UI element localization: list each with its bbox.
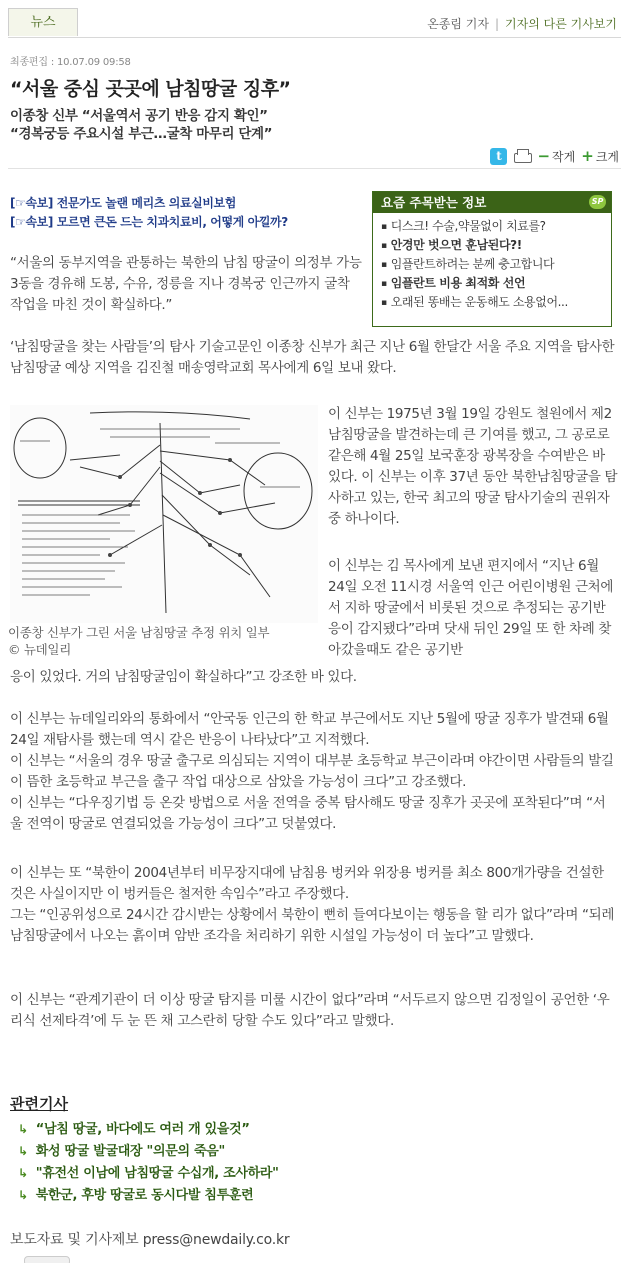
article-paragraph: “서울의 동부지역을 관통하는 북한의 남침 땅굴이 의정부 가능3동을 경유해 도봉, 수유, 정릉을 지나 경복궁 인근까지 굴착 작업을 마친 것이 확실하다.” <box>10 255 362 313</box>
related-article-link[interactable] <box>18 1118 279 1140</box>
breaking-text: 전문가도 놀랜 메리츠 의료실비보험 <box>56 196 236 210</box>
article-paragraph: 응이 있었다. 거의 남침땅굴임이 확실하다”고 강조한 바 있다. <box>10 669 357 685</box>
subtitle-1: 이종창 신부 “서울역서 공기 반응 감지 확인” <box>10 108 268 124</box>
popular-header <box>373 192 611 213</box>
popular-item[interactable]: ▪ 임플란트 비용 최적화 선언 <box>381 274 611 293</box>
popular-item[interactable]: ▪ 디스크! 수술,약물없이 치료를? <box>381 217 611 236</box>
sp-badge: SP <box>589 195 606 209</box>
top-bar <box>8 8 621 38</box>
separator: | <box>494 17 500 31</box>
breaking-link-1[interactable] <box>10 194 236 211</box>
figure-credit: © 뉴데일리 <box>8 642 71 657</box>
breaking-text: 모르면 큰돈 드는 치과치료비, 어떻게 아낄까? <box>56 215 288 229</box>
subtitle-2: “경복궁등 주요시설 부근…굴착 마무리 단계” <box>10 126 273 142</box>
article-paragraph: 이 신부는 “관계기관이 더 이상 땅굴 탐지를 미룰 시간이 없다”라며 “서두르지 않으면 김정일이 공언한 ‘우리식 선제타격’에 두 눈 뜬 채 고스란히 당할 수도 있다”라고 말했다. <box>10 992 610 1029</box>
popular-item[interactable]: ▪ 오래된 똥배는 운동해도 소용없어... <box>381 293 611 312</box>
reporter-name[interactable]: 온종림 기자 <box>427 17 489 31</box>
related-article-link[interactable] <box>18 1162 279 1184</box>
related-articles-list <box>18 1118 279 1206</box>
article-paragraph: 이 신부는 또 “북한이 2004년부터 비무장지대에 남침용 벙커와 위장용 벙커를 최소 800개가량을 건설한 것은 사실이지만 이 벙커들은 철저한 속임수”라고 주장했다. 그는 “인공위성으로 24시간 감시받는 상황에서 북한이 뻔히 들여다보이는 행동을 할 리가 없다”라며 “되레 남침땅굴에서 나오는 흙이며 암반 조각을 처리하기 위한 시설일 가능성이 더 높다”고 말했다. <box>10 865 615 944</box>
page-title: “서울 중심 곳곳에 남침땅굴 징후” <box>10 78 291 100</box>
related-articles-title: 관련기사 <box>10 1095 68 1113</box>
plus-icon: + <box>581 147 594 165</box>
font-larger-label: 크게 <box>595 149 619 164</box>
breaking-tag: [☞속보] <box>10 215 53 229</box>
popular-title: 요즘 주목받는 정보 <box>381 195 487 210</box>
minus-icon: − <box>537 147 551 165</box>
arrow-icon: ↳ <box>18 1144 28 1158</box>
press-label: 보도자료 및 기사제보 <box>10 1232 139 1248</box>
article-paragraph: ‘남침땅굴을 찾는 사람들’의 탐사 기술고문인 이종창 신부가 최근 지난 6월 한달간 서울 주요 지역을 탐사한 남침땅굴 예상 지역을 김진철 매송영락교회 목사에게 6일 보내 왔다. <box>10 339 615 376</box>
article-paragraph: 이 신부는 1975년 3월 19일 강원도 철원에서 제2남침땅굴을 발견하는데 큰 기여를 했고, 그 공로로 같은해 4월 25일 보국훈장 광복장을 수여받은 바 있다. 이 신부는 이후 37년 동안 북한남침땅굴을 탐사하고 있는, 한국 최고의 땅굴 탐사기술의 권위자 중 하나이다. <box>328 406 618 527</box>
press-contact <box>10 1229 289 1249</box>
breaking-tag: [☞속보] <box>10 196 53 210</box>
related-article-link[interactable] <box>18 1184 279 1206</box>
popular-item[interactable]: ▪ 임플란트하려는 분께 충고합니다 <box>381 255 611 274</box>
press-email[interactable]: press@newdaily.co.kr <box>142 1232 290 1248</box>
popular-item[interactable]: ▪ 안경만 벗으면 훈남된다?! <box>381 236 611 255</box>
font-larger-button[interactable] <box>581 148 619 165</box>
related-article-text: "휴전선 이남에 남침땅굴 수십개, 조사하라" <box>35 1166 279 1181</box>
font-smaller-button[interactable] <box>537 148 575 165</box>
related-article-text: 북한군, 후방 땅굴로 동시다발 침투훈련 <box>35 1188 254 1203</box>
figure-caption <box>8 624 328 658</box>
news-tab[interactable]: 뉴스 <box>8 8 78 36</box>
related-article-link[interactable] <box>18 1140 279 1162</box>
breaking-link-2[interactable] <box>10 213 288 230</box>
reporter-area <box>427 15 617 32</box>
arrow-icon: ↳ <box>18 1188 28 1202</box>
font-smaller-label: 작게 <box>552 149 576 164</box>
updated-time: 최종편집 : 10.07.09 09:58 <box>10 57 131 68</box>
arrow-icon: ↳ <box>18 1122 28 1136</box>
related-article-text: “남침 땅굴, 바다에도 여러 개 있을것” <box>35 1122 250 1137</box>
divider <box>8 168 621 169</box>
bottom-button-fragment[interactable] <box>24 1256 70 1263</box>
arrow-icon: ↳ <box>18 1166 28 1180</box>
print-icon[interactable] <box>513 148 531 164</box>
popular-list <box>373 213 611 312</box>
tunnel-sketch-image <box>10 405 318 623</box>
twitter-icon[interactable]: t <box>490 148 507 165</box>
article-paragraph: 이 신부는 김 목사에게 보낸 편지에서 “지난 6월 24일 오전 11시경 서울역 인근 어린이병원 근처에서 지하 땅굴에서 비롯된 것으로 추정되는 공기반응이 감지됐다”라며 닷새 뒤인 29일 또 한 차례 찾아갔을때도 같은 공기반 <box>328 558 614 658</box>
article-tools <box>490 146 619 166</box>
other-articles-link[interactable]: 기자의 다른 기사보기 <box>505 17 617 31</box>
tunnel-sketch-drawing <box>10 405 318 623</box>
related-article-text: 화성 땅굴 발굴대장 "의문의 죽음" <box>35 1144 225 1159</box>
popular-info-box <box>372 191 612 327</box>
article-paragraph: 이 신부는 뉴데일리와의 통화에서 “안국동 인근의 한 학교 부근에서도 지난 5월에 땅굴 징후가 발견돼 6월 24일 재탐사를 했는데 역시 같은 반응이 나타났다”고 지적했다. 이 신부는 “서울의 경우 땅굴 출구로 의심되는 지역이 대부분 초등학교 부근이라며 야간이면 사람들의 발길이 뜸한 초등학교 부근을 출구 작업 대상으로 삼았을 가능성이 크다”고 강조했다. 이 신부는 “다우징기법 등 온갖 방법으로 서울 전역을 중복 탐사해도 땅굴 징후가 곳곳에 포착된다”며 “서울 전역이 땅굴로 연결되었을 가능성이 크다”고 덧붙였다. <box>10 711 614 832</box>
figure-caption-text: 이종창 신부가 그린 서울 남침땅굴 추정 위치 일부 <box>8 625 270 640</box>
